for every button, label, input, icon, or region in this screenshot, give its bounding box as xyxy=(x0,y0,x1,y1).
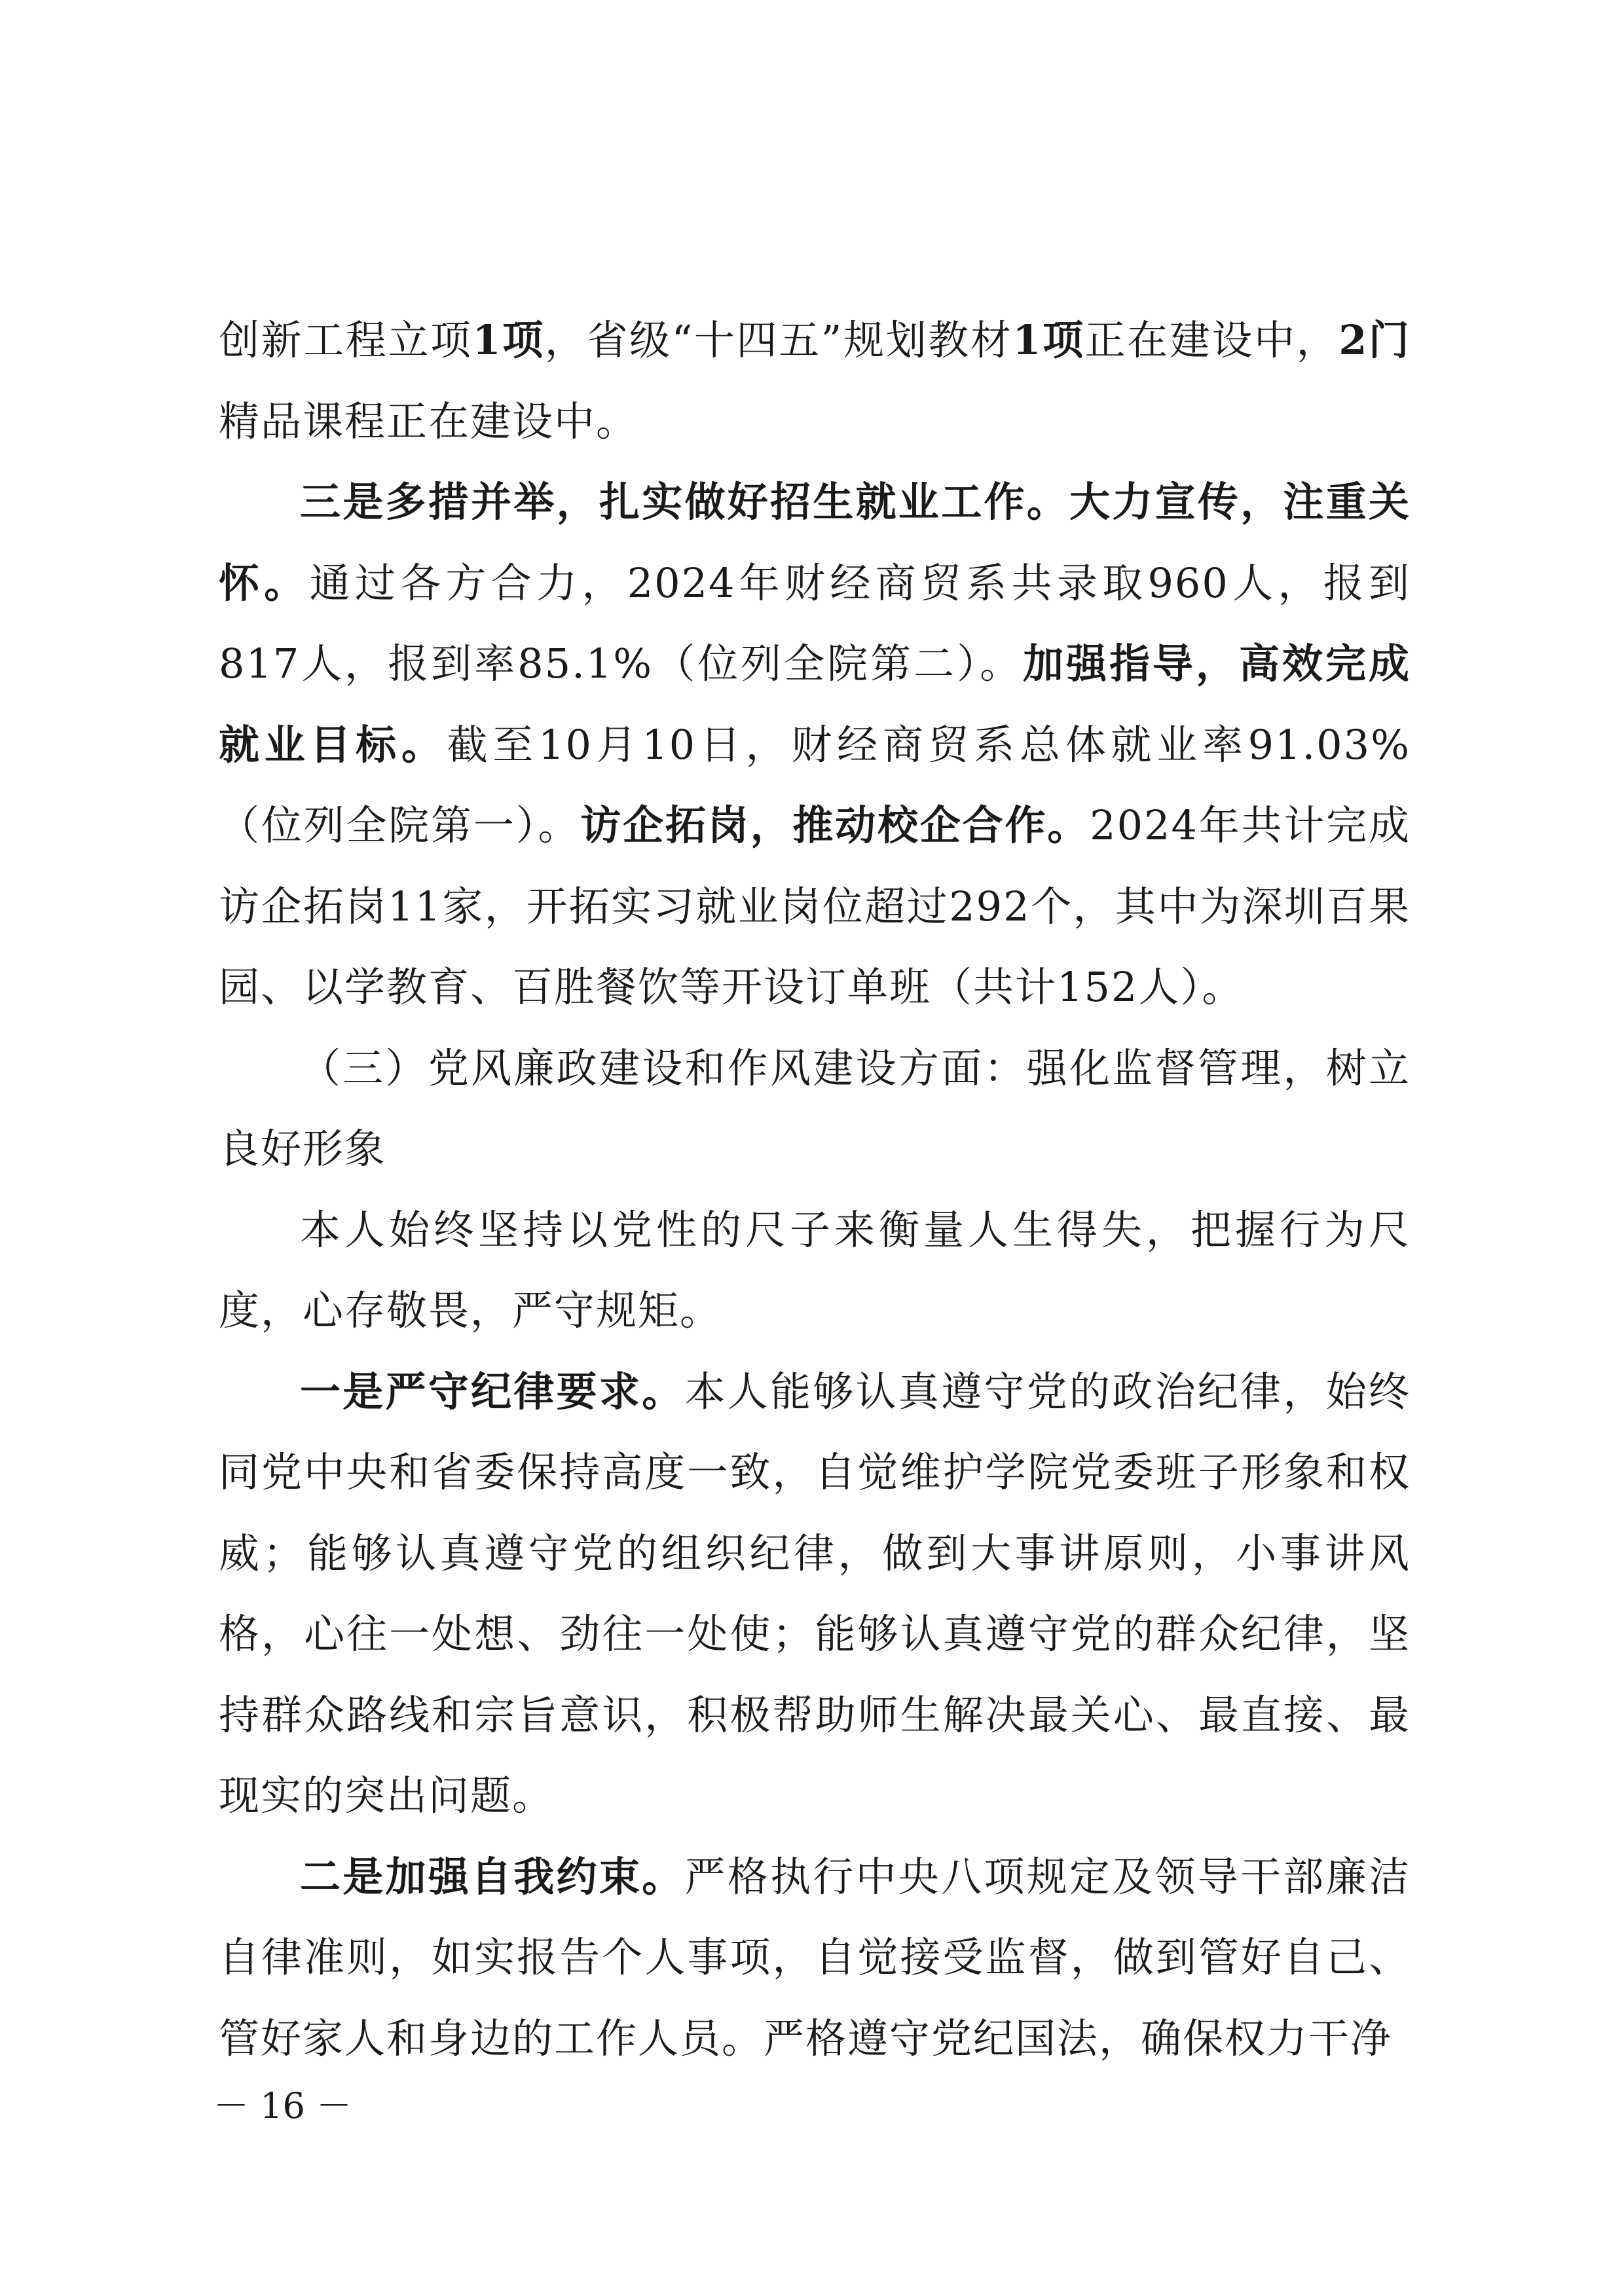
text-run: ，省级“十四五”规划教材 xyxy=(544,316,1013,364)
paragraph xyxy=(219,300,1411,462)
text-run: 创新工程立项 xyxy=(219,316,473,364)
bold-text-run: 加强指导，高效完成就业目标。 xyxy=(219,640,1411,769)
text-run: 正在建设中， xyxy=(1084,316,1339,364)
paragraph xyxy=(219,1351,1411,1836)
paragraph xyxy=(219,1028,1411,1190)
text-run: 本人始终坚持以党性的尺子来衡量人生得失，把握行为尺度，心存敬畏，严守规矩。 xyxy=(219,1205,1411,1334)
page-number: － 16 － xyxy=(213,2085,352,2126)
text-run: 精品课程正在建设中。 xyxy=(219,397,638,445)
text-run: 本人能够认真遵守党的政治纪律，始终同党中央和省委保持高度一致，自觉维护学院党委班子形象和权威；能够认真遵守党的组织纪律，做到大事讲原则，小事讲风格，心往一处想、劲往一处使；能够认真遵守党的群众纪律，坚持群众路线和宗旨意识，积极帮助师生解决最关心、最直接、最现实的突出问题。 xyxy=(219,1367,1411,1819)
body-text xyxy=(219,300,1411,2079)
text-run: 通过各方合力，2024年财经商贸系共录取960人，报到817人，报到率85.1%（位列全院第二）。 xyxy=(219,558,1411,687)
bold-text-run: 1项 xyxy=(1012,316,1085,364)
paragraph xyxy=(219,1190,1411,1351)
paragraph xyxy=(219,462,1411,1028)
bold-text-run: 二是加强自我约束。 xyxy=(300,1852,685,1901)
text-run: 2024年共计完成访企拓岗11家，开拓实习就业岗位超过292个，其中为深圳百果园、以学教育、百胜餐饮等开设订单班（共计152人）。 xyxy=(219,801,1411,1011)
paragraph xyxy=(219,1836,1411,2079)
text-run: （三）党风廉政建设和作风建设方面：强化监督管理，树立良好形象 xyxy=(219,1044,1411,1173)
text-run: 严格执行中央八项规定及领导干部廉洁自律准则，如实报告个人事项，自觉接受监督，做到管好自己、管好家人和身边的工作人员。严格遵守党纪国法，确保权力干净 xyxy=(219,1852,1411,2062)
bold-text-run: 一是严守纪律要求。 xyxy=(300,1367,685,1415)
bold-text-run: 访企拓岗，推动校企合作。 xyxy=(580,801,1090,849)
text-run: 截至10月10日，财经商贸系总体就业率91.03%（位列全院第一）。 xyxy=(219,720,1411,849)
bold-text-run: 1项 xyxy=(472,316,545,364)
bold-text-run: 2门 xyxy=(1338,316,1411,364)
bold-text-run: 三是多措并举，扎实做好招生就业工作。大力宣传，注重关怀。 xyxy=(219,478,1411,607)
